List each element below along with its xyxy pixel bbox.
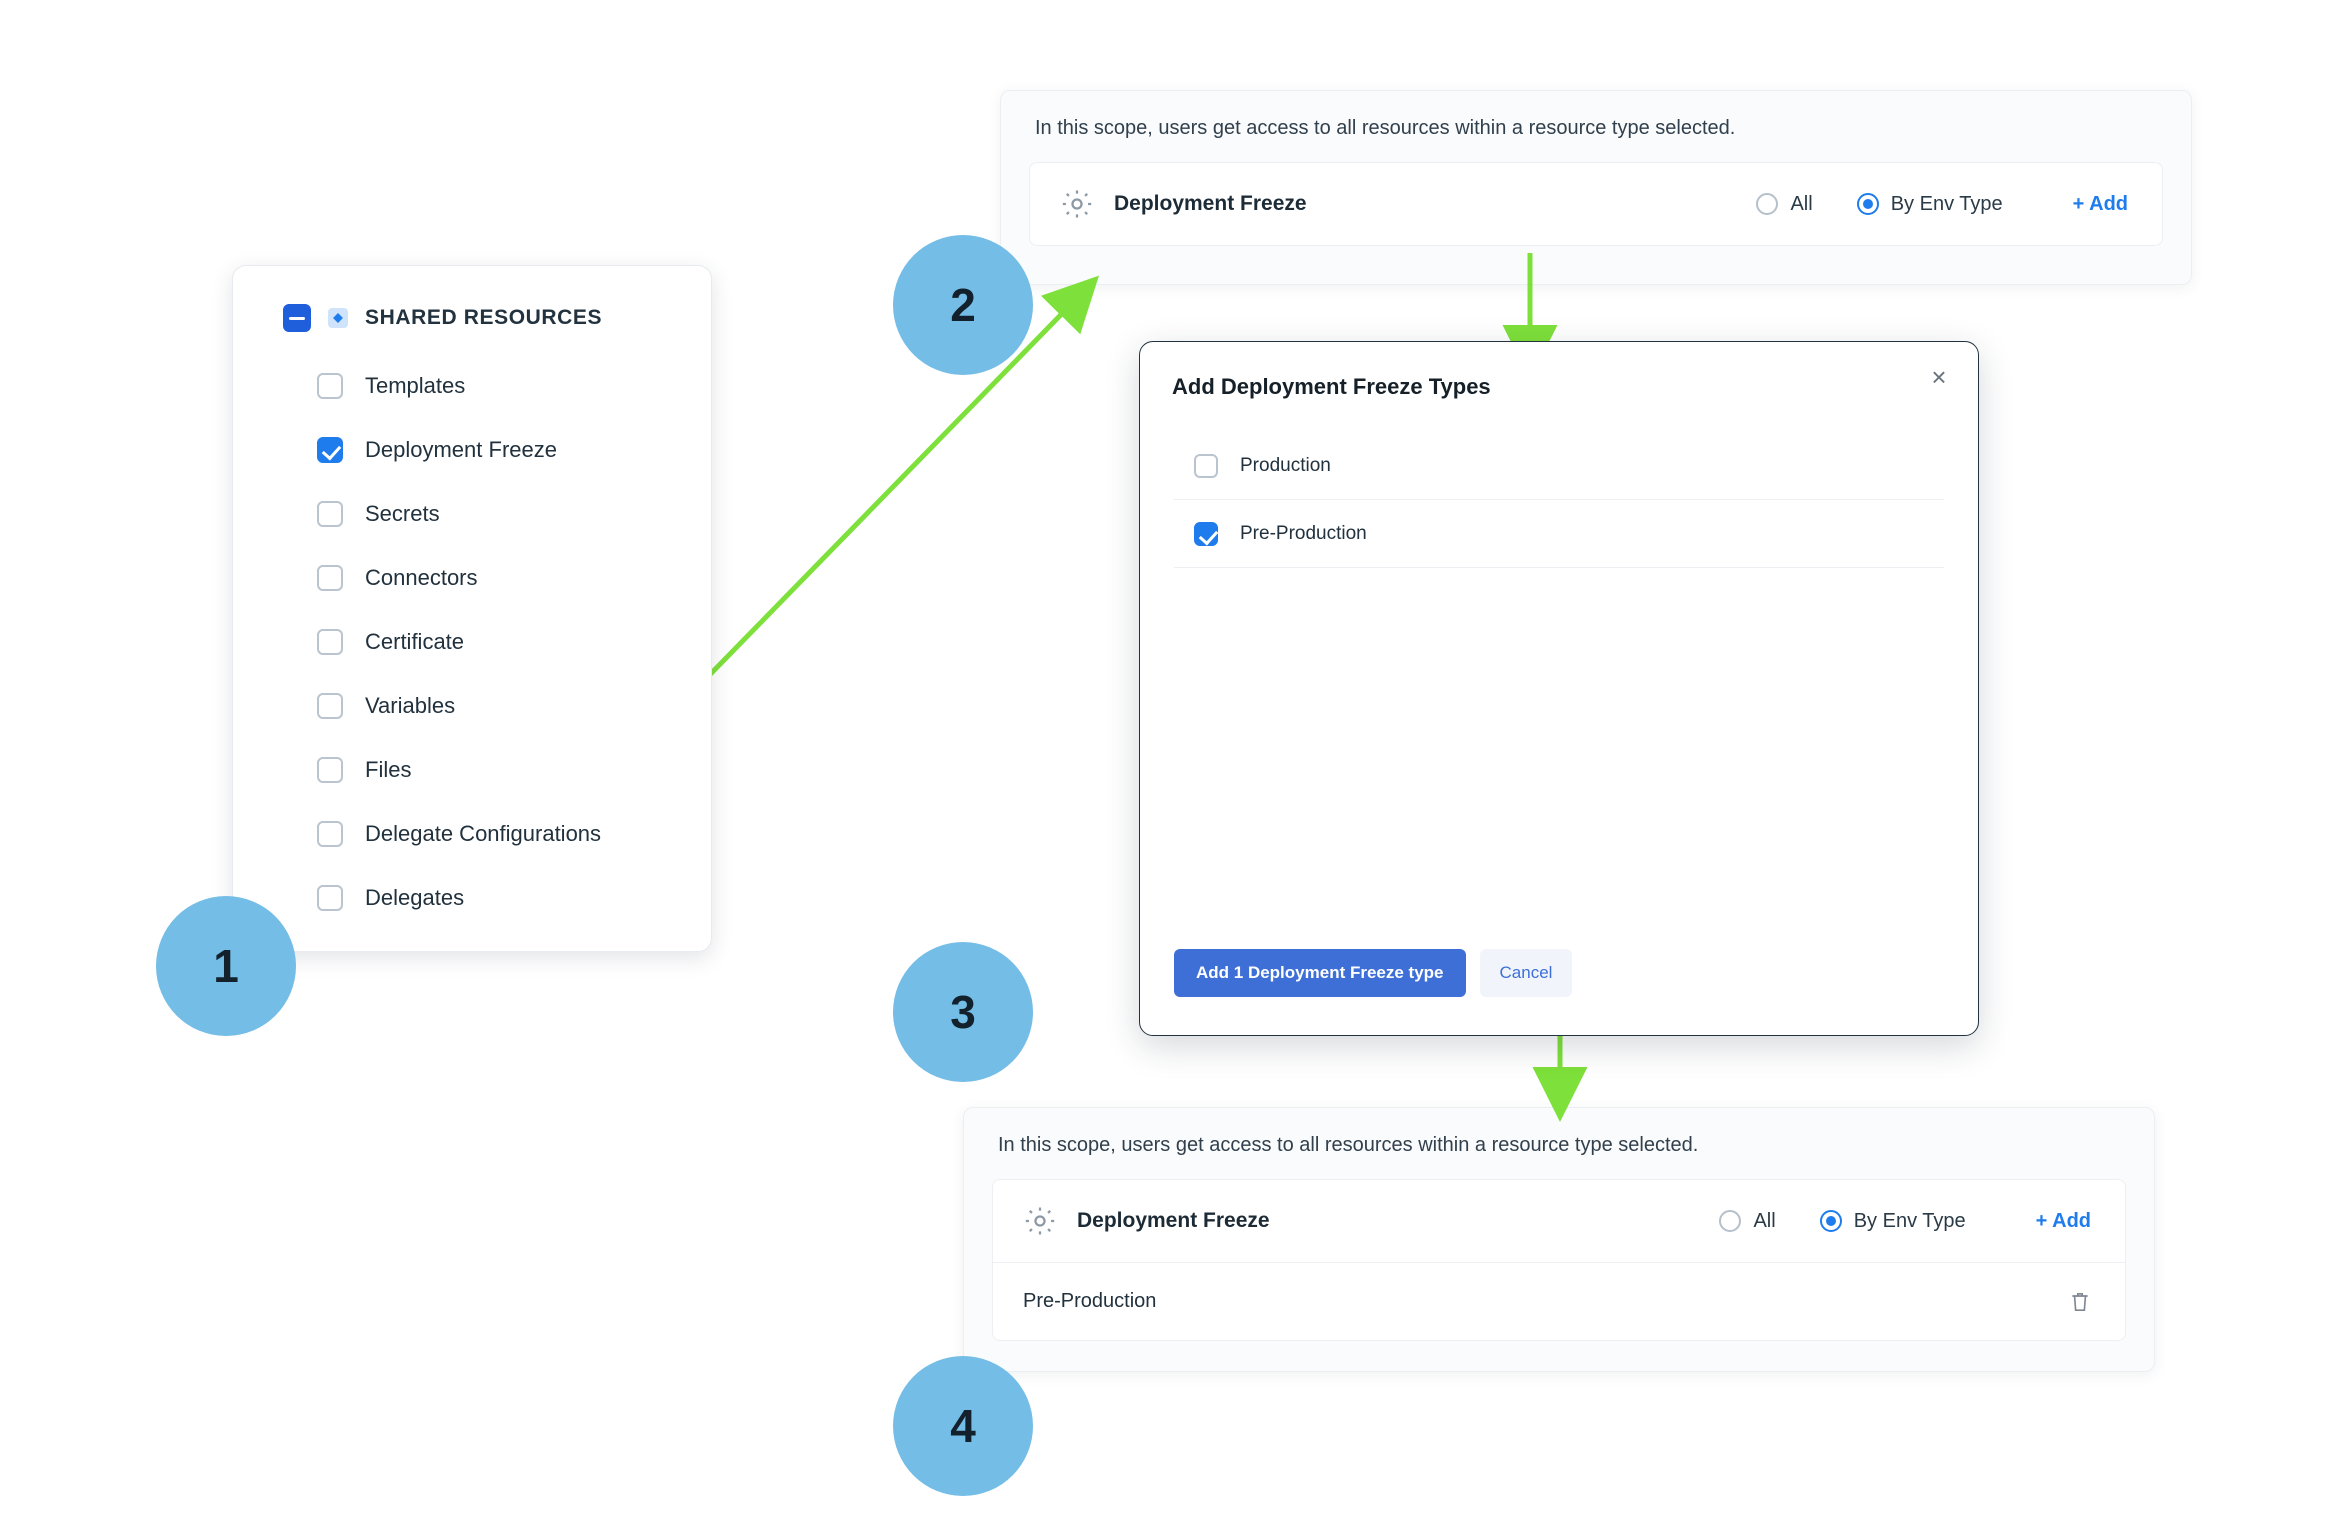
modal-options-list	[1174, 432, 1944, 568]
list-item[interactable]	[233, 354, 711, 418]
list-item-label: Secrets	[365, 501, 440, 526]
list-item-label: Delegate Configurations	[365, 821, 602, 846]
modal-footer	[1174, 949, 1572, 997]
list-item[interactable]	[233, 674, 711, 738]
scope-description: In this scope, users get access to all resources within a resource type selected.	[998, 1134, 1699, 1156]
checkbox-connectors[interactable]	[317, 565, 343, 591]
radio-all-icon[interactable]	[1756, 193, 1778, 215]
diamond-icon	[325, 305, 351, 331]
add-button[interactable]: + Add	[2072, 192, 2128, 215]
radio-option-by-env-type[interactable]	[1857, 193, 2003, 216]
scope-resource-card	[992, 1179, 2126, 1341]
scope-resource-row	[1030, 163, 2162, 245]
radio-option-all[interactable]	[1756, 193, 1812, 216]
scope-options	[1712, 193, 2128, 216]
list-item[interactable]	[233, 738, 711, 802]
selected-env-type-row	[993, 1262, 2125, 1340]
list-item[interactable]	[233, 802, 711, 866]
step-badge-3-number: 3	[950, 986, 976, 1038]
radio-all-label: All	[1753, 1209, 1776, 1232]
list-item[interactable]	[233, 866, 711, 930]
list-item-label: Variables	[365, 693, 456, 718]
gear-icon	[1060, 187, 1094, 221]
add-deployment-freeze-types-modal	[1139, 341, 1979, 1036]
close-icon[interactable]: ×	[1931, 362, 1947, 392]
scope-resource-name: Deployment Freeze	[1077, 1209, 1270, 1232]
scope-description: In this scope, users get access to all resources within a resource type selected.	[1035, 117, 1736, 139]
checkbox-delegate-configurations[interactable]	[317, 821, 343, 847]
step-badge-1-number: 1	[213, 940, 239, 992]
modal-title: Add Deployment Freeze Types	[1172, 374, 1491, 399]
scope-resource-row	[993, 1180, 2125, 1262]
radio-option-by-env-type[interactable]	[1820, 1210, 1966, 1233]
list-item[interactable]	[233, 418, 711, 482]
radio-all-label: All	[1790, 192, 1813, 215]
scope-panel-bottom	[963, 1107, 2155, 1372]
list-item[interactable]	[233, 610, 711, 674]
step-badge-1	[156, 896, 296, 1036]
collapse-minus-icon[interactable]	[283, 304, 311, 332]
scope-panel-top	[1000, 90, 2192, 285]
checkbox-deployment-freeze[interactable]	[317, 437, 343, 463]
radio-by-env-type-label: By Env Type	[1890, 192, 2003, 215]
radio-by-env-type-icon[interactable]	[1820, 1210, 1842, 1232]
tree-header[interactable]	[233, 266, 711, 332]
list-item[interactable]	[1174, 500, 1944, 568]
radio-by-env-type-icon[interactable]	[1857, 193, 1879, 215]
checkbox-pre-production[interactable]	[1194, 522, 1218, 546]
scope-options	[1675, 1210, 2091, 1233]
list-item-label: Connectors	[365, 565, 478, 590]
step-badge-4	[893, 1356, 1033, 1496]
selected-env-type-label: Pre-Production	[1023, 1290, 1157, 1312]
checkbox-variables[interactable]	[317, 693, 343, 719]
list-item-label: Delegates	[365, 885, 465, 910]
radio-option-all[interactable]	[1719, 1210, 1775, 1233]
list-item-label: Production	[1240, 454, 1331, 476]
list-item-label: Pre-Production	[1240, 522, 1367, 544]
list-item-label: Deployment Freeze	[365, 437, 557, 462]
checkbox-delegates[interactable]	[317, 885, 343, 911]
add-button[interactable]: + Add	[2035, 1209, 2091, 1232]
list-item-label: Certificate	[365, 629, 465, 654]
step-badge-4-number: 4	[950, 1400, 976, 1452]
scope-resource-card	[1029, 162, 2163, 246]
checkbox-certificate[interactable]	[317, 629, 343, 655]
trash-icon[interactable]	[2069, 1290, 2091, 1314]
gear-icon	[1023, 1204, 1057, 1238]
add-deployment-freeze-type-button[interactable]: Add 1 Deployment Freeze type	[1174, 949, 1466, 997]
list-item[interactable]	[233, 546, 711, 610]
list-item[interactable]	[1174, 432, 1944, 500]
list-item[interactable]	[233, 482, 711, 546]
step-badge-2-number: 2	[950, 279, 976, 331]
radio-by-env-type-label: By Env Type	[1853, 1209, 1966, 1232]
checkbox-production[interactable]	[1194, 454, 1218, 478]
checkbox-files[interactable]	[317, 757, 343, 783]
step-badge-2	[893, 235, 1033, 375]
checkbox-templates[interactable]	[317, 373, 343, 399]
cancel-button[interactable]: Cancel	[1480, 949, 1573, 997]
checkbox-secrets[interactable]	[317, 501, 343, 527]
step-badge-3	[893, 942, 1033, 1082]
shared-resources-tree-card	[232, 265, 712, 952]
list-item-label: Files	[365, 757, 412, 782]
list-item-label: Templates	[365, 373, 466, 398]
radio-all-icon[interactable]	[1719, 1210, 1741, 1232]
tree-header-label: SHARED RESOURCES	[365, 306, 603, 329]
tree-list	[233, 354, 711, 930]
scope-resource-name: Deployment Freeze	[1114, 192, 1307, 215]
